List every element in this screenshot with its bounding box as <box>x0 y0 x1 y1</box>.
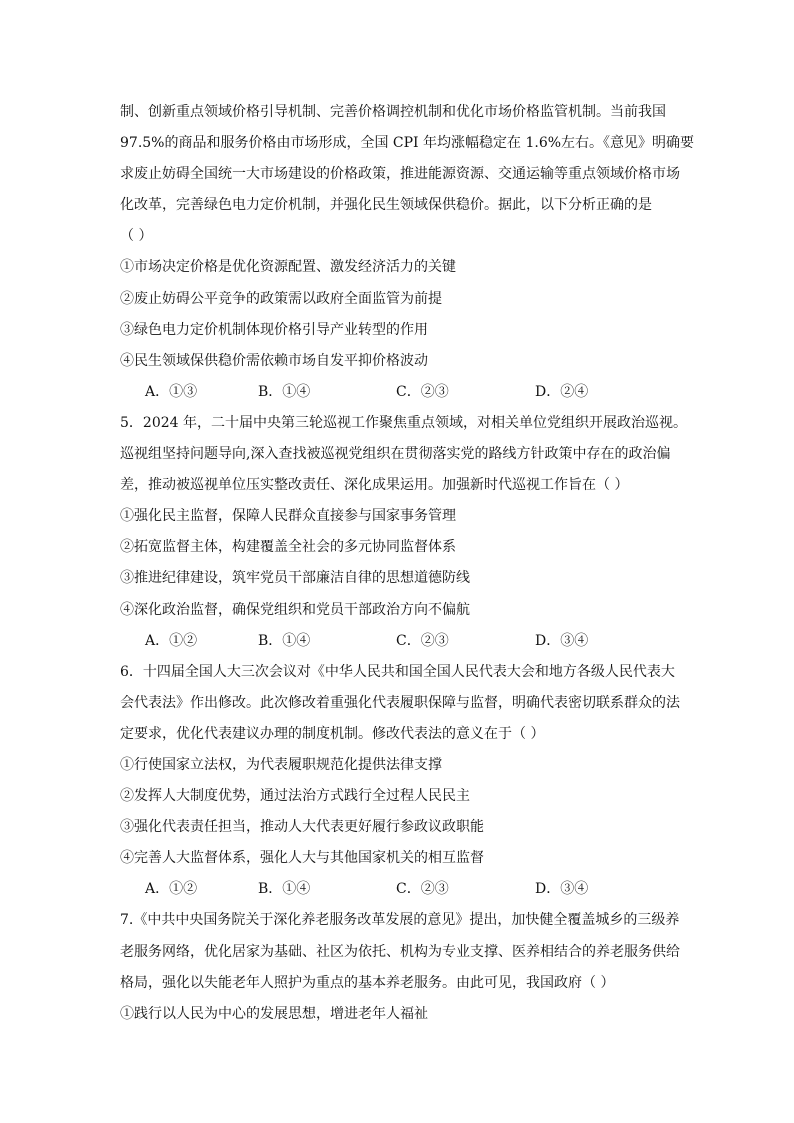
statement-item: ①行使国家立法权，为代表履职规范化提供法律支撑 <box>120 756 442 773</box>
option-c: C．②③ <box>396 632 449 649</box>
option-d: D．③④ <box>535 881 589 898</box>
answer-options <box>120 874 700 905</box>
answer-blank: （ ） <box>120 228 153 245</box>
statement-item: ③推进纪律建设，筑牢党员干部廉洁自律的思想道德防线 <box>120 570 470 587</box>
question-stem-line: 老服务网络，优化居家为基础、社区为依托、机构为专业支撑、医养相结合的养老服务供给 <box>120 943 680 960</box>
statement-item: ①强化民主监督，保障人民群众直接参与国家事务管理 <box>120 508 456 525</box>
question-4-tail <box>120 97 700 408</box>
option-c: C．②③ <box>396 881 449 898</box>
question-7 <box>120 905 700 1029</box>
option-c: C．②③ <box>396 383 449 400</box>
statement-item: ②拓宽监督主体，构建覆盖全社会的多元协同监督体系 <box>120 539 456 556</box>
statement-item: ④深化政治监督，确保党组织和党员干部政治方向不偏航 <box>120 601 470 618</box>
question-stem-line: 6．十四届全国人大三次会议对《中华人民共和国全国人民代表大会和地方各级人民代表大 <box>120 663 675 680</box>
option-a: A．①③ <box>145 383 198 400</box>
option-a: A．①② <box>145 632 198 649</box>
statement-item: ①市场决定价格是优化资源配置、激发经济活力的关键 <box>120 259 456 276</box>
question-stem-line: 制、创新重点领域价格引导机制、完善价格调控机制和优化市场价格监管机制。当前我国 <box>120 104 666 120</box>
statement-item: ③绿色电力定价机制体现价格引导产业转型的作用 <box>120 321 428 338</box>
option-d: D．②④ <box>535 383 589 400</box>
statement-item: ②发挥人大制度优势，通过法治方式践行全过程人民民主 <box>120 788 470 805</box>
question-6 <box>120 657 700 906</box>
question-stem-line: 5．2024 年，二十届中央第三轮巡视工作聚焦重点领域，对相关单位党组织开展政治巡视。 <box>120 414 687 431</box>
option-b: B．①④ <box>258 881 311 898</box>
question-stem-line: 97.5%的商品和服务价格由市场形成，全国 CPI 年均涨幅稳定在 1.6%左右。《意见》明确要 <box>120 135 695 152</box>
question-stem-line: 差，推动被巡视单位压实整改责任、深化成果运用。加强新时代巡视工作旨在（ ） <box>120 477 629 494</box>
statement-item: ②废止妨碍公平竞争的政策需以政府全面监管为前提 <box>120 290 442 307</box>
statement-item: ④民生领域保供稳价需依赖市场自发平抑价格波动 <box>120 352 428 369</box>
option-a: A．①② <box>145 881 198 898</box>
question-stem-line: 7.《中共中央国务院关于深化养老服务改革发展的意见》提出，加快健全覆盖城乡的三级养 <box>120 912 680 929</box>
statement-item: ③强化代表责任担当，推动人大代表更好履行参政议政职能 <box>120 819 484 836</box>
question-stem-line: 会代表法》作出修改。此次修改着重强化代表履职保障与监督，明确代表密切联系群众的法 <box>120 694 680 711</box>
question-stem-line: 化改革，完善绿色电力定价机制，并强化民生领域保供稳价。据此，以下分析正确的是 <box>120 197 652 214</box>
question-stem-line: 求废止妨碍全国统一大市场建设的价格政策，推进能源资源、交通运输等重点领域价格市场 <box>120 166 680 183</box>
option-d: D．③④ <box>535 632 589 649</box>
statement-item: ①践行以人民为中心的发展思想，增进老年人福祉 <box>120 1005 428 1022</box>
option-b: B．①④ <box>258 383 311 400</box>
option-b: B．①④ <box>258 632 311 649</box>
question-stem-line: 定要求，优化代表建议办理的制度机制。修改代表法的意义在于（ ） <box>120 725 545 742</box>
exam-page-content <box>120 97 700 1030</box>
question-stem-line: 格局，强化以失能老年人照护为重点的基本养老服务。由此可见，我国政府（ ） <box>120 974 615 991</box>
answer-options <box>120 377 700 408</box>
question-stem-line: 巡视组坚持问题导向,深入查找被巡视党组织在贯彻落实党的路线方针政策中存在的政治偏 <box>120 446 671 463</box>
answer-options <box>120 626 700 657</box>
question-5 <box>120 408 700 657</box>
statement-item: ④完善人大监督体系，强化人大与其他国家机关的相互监督 <box>120 850 484 867</box>
